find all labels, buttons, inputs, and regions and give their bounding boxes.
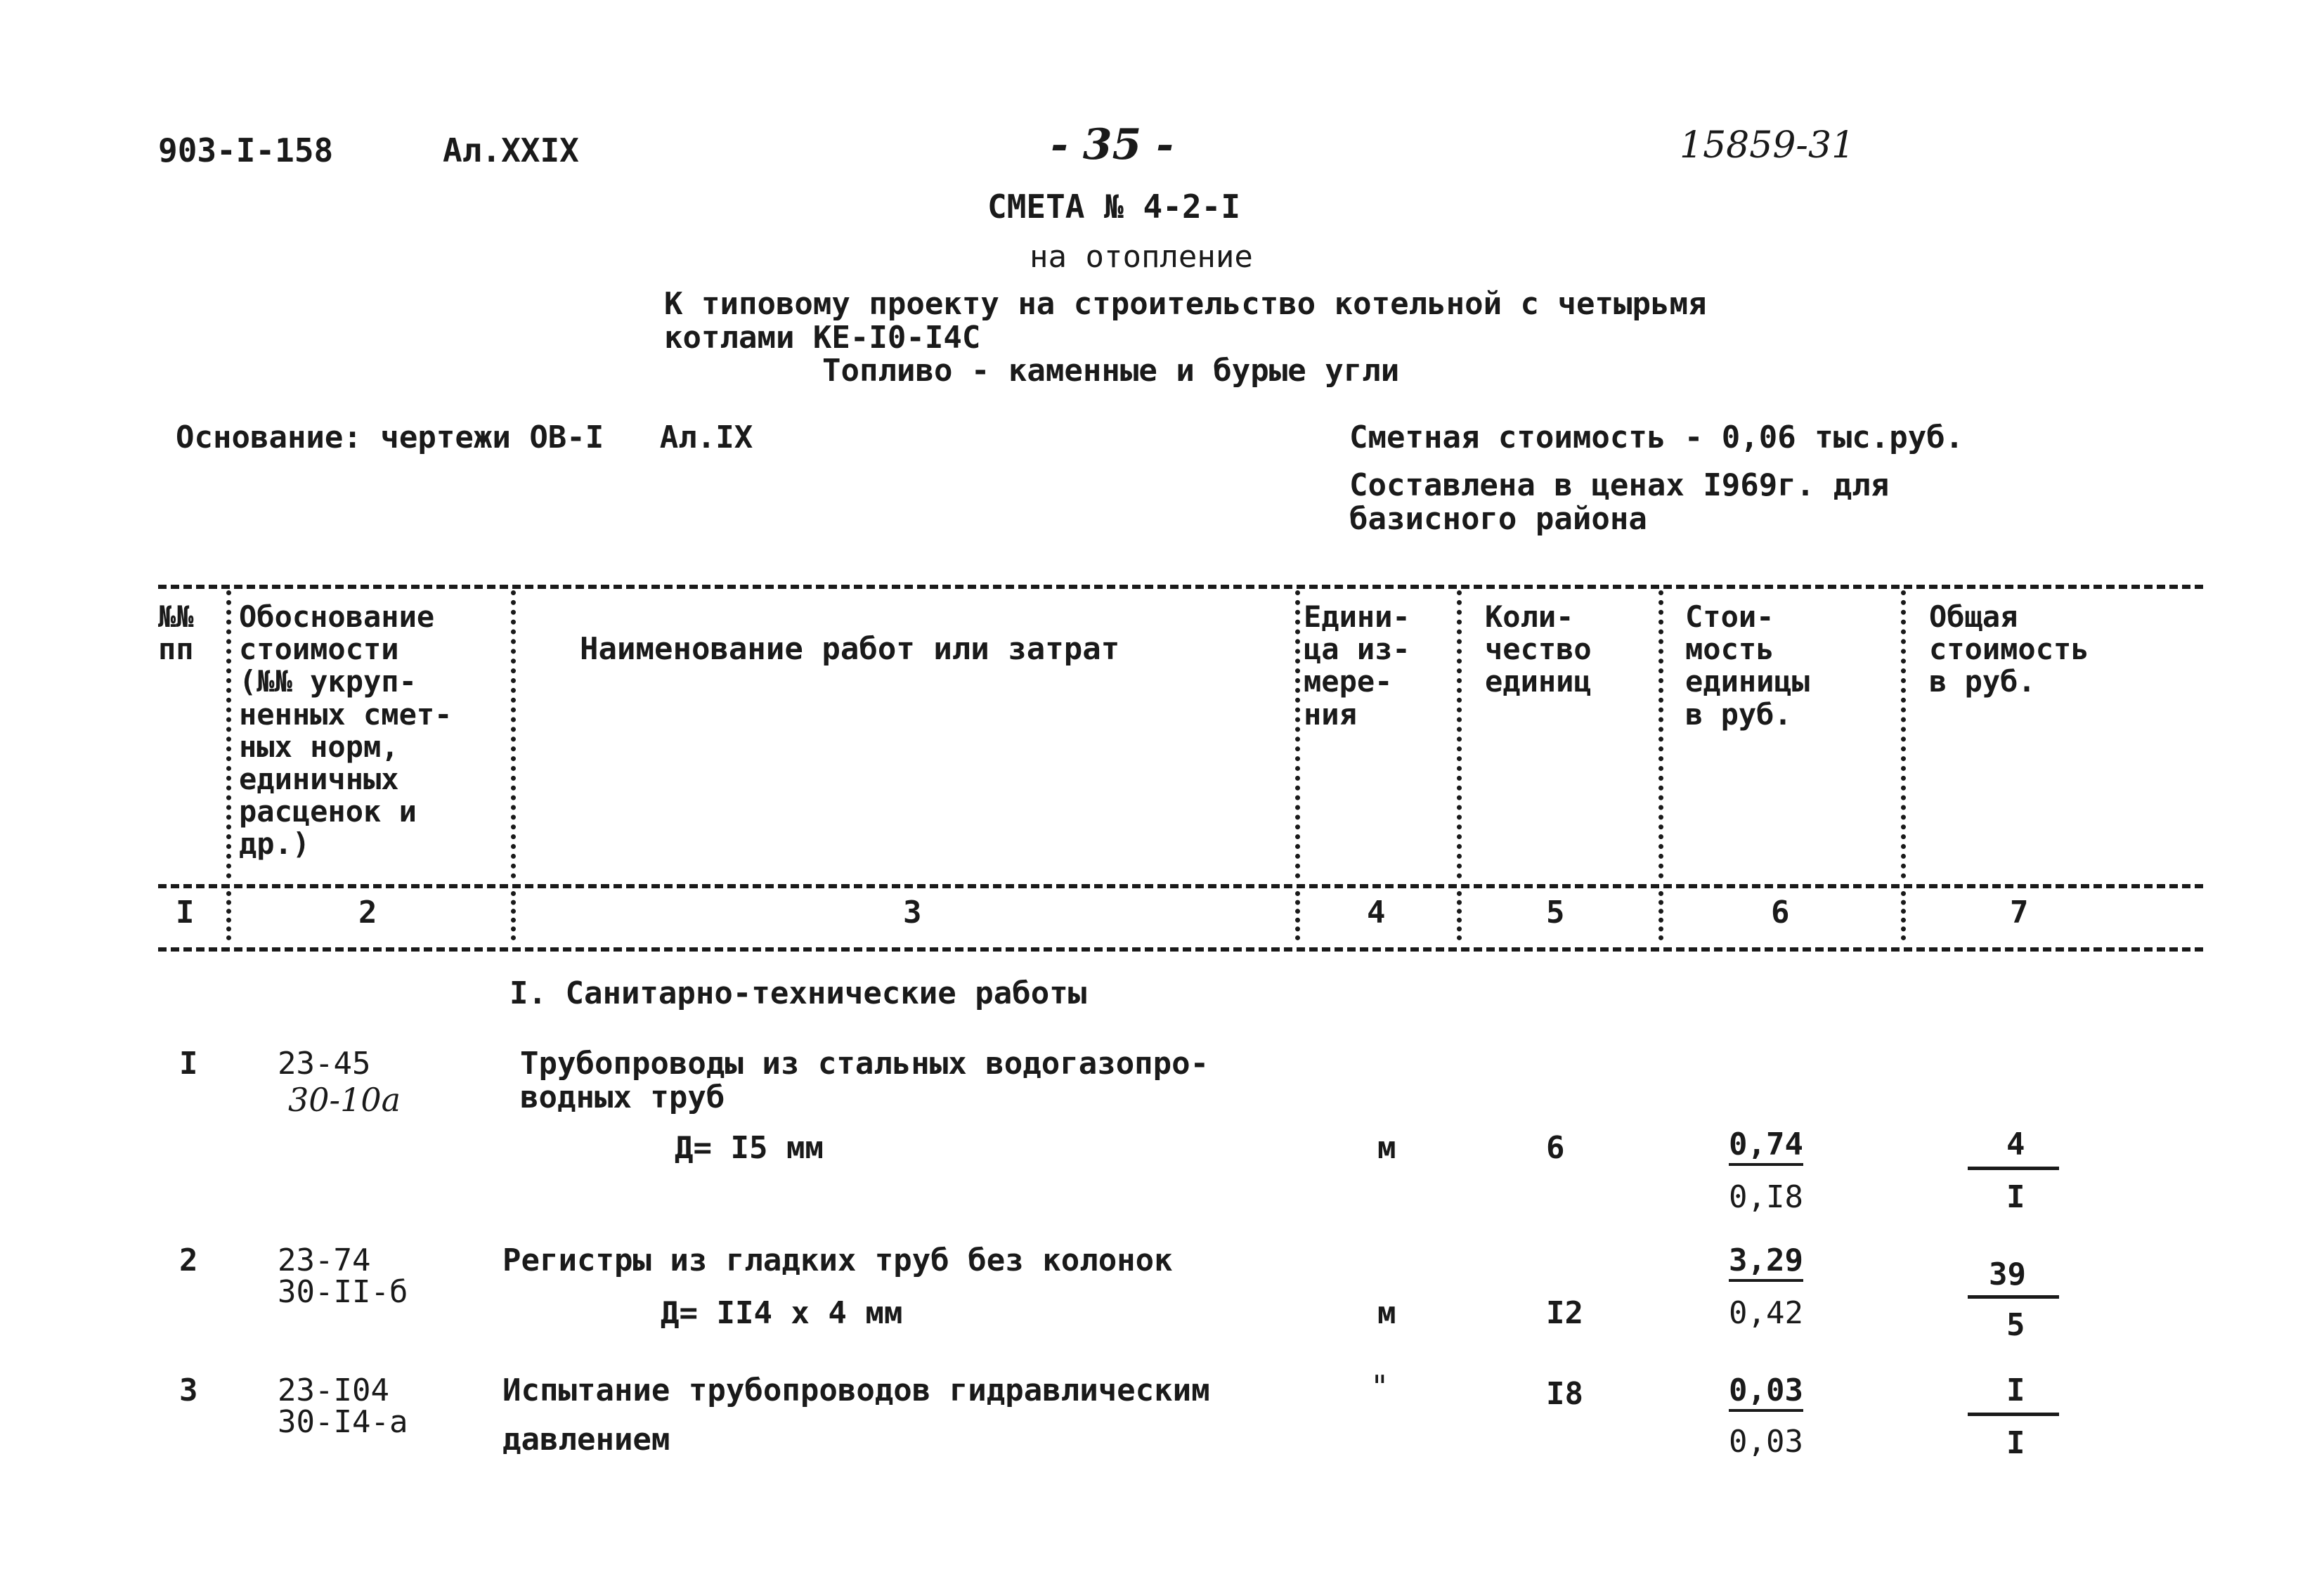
row-unit-cost-top: 3,29 xyxy=(1729,1244,1803,1282)
price-basis: Составлена в ценах I969г. для xyxy=(1349,467,1890,503)
header-cost-basis: Обоснование стоимости (№№ укруп- ненных смет- ных норм, единичных расценок и др.) xyxy=(239,599,453,862)
row-quantity: I8 xyxy=(1546,1376,1583,1412)
row-unit-cost-bottom: 0,03 xyxy=(1729,1424,1803,1460)
row-basis-price: 30-10а xyxy=(288,1081,401,1119)
fuel-type: Топливо - каменные и бурые угли xyxy=(822,353,1400,389)
row-basis-norm: 23-74 xyxy=(278,1242,371,1278)
page-number: - 35 - xyxy=(1051,120,1174,169)
basis-drawings: Основание: чертежи ОВ-I Ал.IX xyxy=(176,420,753,455)
row-number: 2 xyxy=(179,1242,198,1278)
header-unit: Едини- ца из- мере- ния xyxy=(1304,599,1410,732)
archive-number: 15859-31 xyxy=(1680,124,1855,167)
row-unit: " xyxy=(1370,1369,1389,1405)
row-total-top: 4 xyxy=(2006,1127,2025,1162)
estimated-cost: Сметная стоимость - 0,06 тыс.руб. xyxy=(1349,420,1964,455)
row-work-name: Регистры из гладких труб без колонок xyxy=(502,1242,1173,1278)
doc-code: 903-I-158 xyxy=(158,131,334,169)
row-number: 3 xyxy=(179,1372,198,1408)
column-number-1: I xyxy=(176,895,195,930)
header-work-name: Наименование работ или затрат xyxy=(580,631,1120,667)
estimate-title: СМЕТА № 4-2-I xyxy=(987,188,1241,226)
row-work-detail: Д= I5 мм xyxy=(675,1130,824,1166)
row-basis-price: 30-I4-а xyxy=(278,1404,408,1440)
row-total-fraction-line xyxy=(1968,1167,2059,1170)
album-number: Ал.XXIX xyxy=(443,131,579,169)
estimate-subject: на отопление xyxy=(1030,239,1253,275)
row-unit: м xyxy=(1377,1295,1396,1331)
row-quantity: I2 xyxy=(1546,1295,1583,1331)
row-total-top: 39 xyxy=(1989,1257,2026,1292)
row-work-detail: Д= II4 х 4 мм xyxy=(661,1295,903,1331)
header-quantity: Коли- чество единиц xyxy=(1485,599,1592,699)
row-work-name-cont: давлением xyxy=(502,1422,670,1458)
row-unit-cost-bottom: 0,42 xyxy=(1729,1295,1803,1331)
row-unit: м xyxy=(1377,1130,1396,1166)
column-number-3: 3 xyxy=(903,895,922,930)
row-unit-cost-bottom: 0,I8 xyxy=(1729,1179,1803,1215)
column-number-7: 7 xyxy=(2010,895,2029,930)
header-total-cost: Общая стоимость в руб. xyxy=(1929,599,2089,699)
table-header-rule xyxy=(158,884,2203,888)
row-basis-price: 30-II-б xyxy=(278,1274,408,1310)
row-basis-norm: 23-45 xyxy=(278,1046,371,1082)
row-work-name-cont: водных труб xyxy=(520,1079,725,1115)
table-numbers-rule xyxy=(158,947,2203,952)
row-unit-cost-top: 0,03 xyxy=(1729,1374,1803,1412)
row-unit-cost-top: 0,74 xyxy=(1729,1128,1803,1166)
row-total-bottom: I xyxy=(2006,1425,2025,1461)
row-total-fraction-line xyxy=(1968,1413,2059,1416)
boiler-type: котлами КЕ-I0-I4С xyxy=(664,320,981,356)
column-number-4: 4 xyxy=(1367,895,1386,930)
row-number: I xyxy=(179,1046,198,1082)
row-total-top: I xyxy=(2006,1372,2025,1408)
row-quantity: 6 xyxy=(1546,1130,1565,1166)
row-total-bottom: 5 xyxy=(2006,1307,2025,1343)
column-number-2: 2 xyxy=(358,895,377,930)
project-description: К типовому проекту на строительство котельной с четырьмя xyxy=(664,286,1707,322)
section-title: I. Санитарно-технические работы xyxy=(509,975,1087,1011)
column-number-5: 5 xyxy=(1546,895,1565,930)
row-total-fraction-line xyxy=(1968,1295,2059,1299)
header-unit-cost: Стои- мость единицы в руб. xyxy=(1685,599,1810,732)
price-region: базисного района xyxy=(1349,501,1647,537)
row-work-name: Трубопроводы из стальных водогазопро- xyxy=(520,1046,1209,1082)
row-work-name: Испытание трубопроводов гидравлическим xyxy=(502,1372,1210,1408)
column-number-6: 6 xyxy=(1771,895,1790,930)
table-top-rule xyxy=(158,585,2203,589)
row-basis-norm: 23-I04 xyxy=(278,1372,389,1408)
row-total-bottom: I xyxy=(2006,1179,2025,1215)
header-row-number: №№ пп xyxy=(158,599,194,667)
